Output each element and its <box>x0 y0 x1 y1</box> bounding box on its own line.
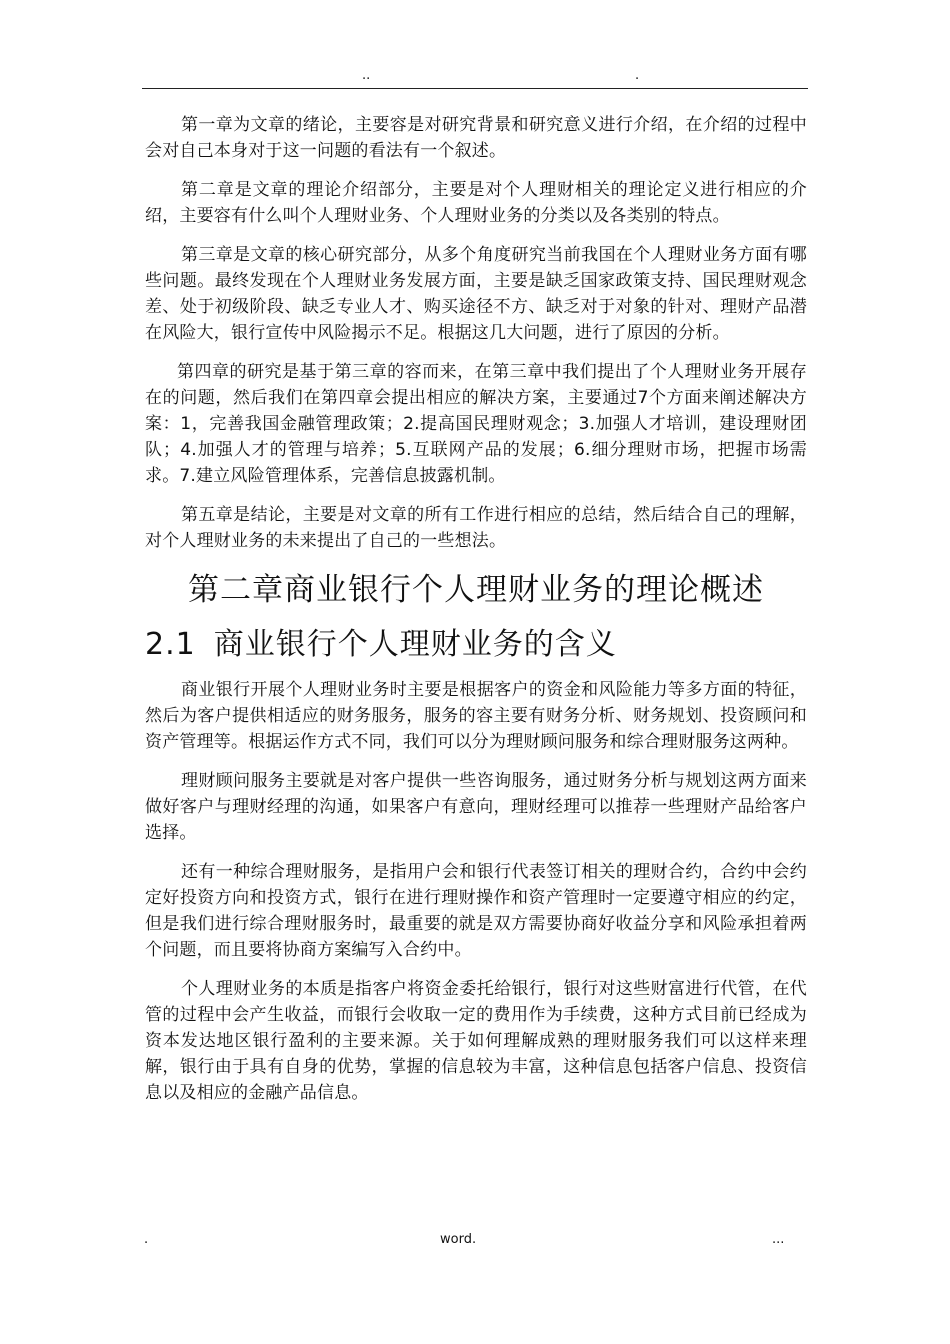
paragraph-section-4: 个人理财业务的本质是指客户将资金委托给银行，银行对这些财富进行代管，在代管的过程中会产生收益，而银行会收取一定的费用作为手续费，这种方式目前已经成为资本发达地区银行盈利的主要来源。关于如何理解成熟的理财服务我们可以这样来理解，银行由于具有自身的优势，掌握的信息较为丰富，这种信息包括客户信息、投资信息以及相应的金融产品信息。 <box>145 979 807 1103</box>
page-footer <box>142 1230 808 1254</box>
page-header <box>142 62 808 89</box>
header-left-mark: .. <box>362 68 371 83</box>
page-body <box>145 112 807 1119</box>
paragraph-section-1: 商业银行开展个人理财业务时主要是根据客户的资金和风险能力等多方面的特征，然后为客户提供相适应的财务服务，服务的容主要有财务分析、财务规划、投资顾问和资产管理等。根据运作方式不同，我们可以分为理财顾问服务和综合理财服务这两种。 <box>145 680 807 752</box>
paragraph-section-3: 还有一种综合理财服务，是指用户会和银行代表签订相关的理财合约，合约中会约定好投资方向和投资方式，银行在进行理财操作和资产管理时一定要遵守相应的约定，但是我们进行综合理财服务时，最重要的就是双方需要协商好收益分享和风险承担着两个问题，而且要将协商方案编写入合约中。 <box>145 862 807 960</box>
paragraph-chapter4-summary: 第四章的研究是基于第三章的容而来，在第三章中我们提出了个人理财业务开展存在的问题，然后我们在第四章会提出相应的解决方案，主要通过7个方面来阐述解决方案：1，完善我国金融管理政策；2.提高国民理财观念；3.加强人才培训，建设理财团队；4.加强人才的管理与培养；5.互联网产品的发展；6.细分理财市场，把握市场需求。7.建立风险管理体系，完善信息披露机制。 <box>145 362 807 486</box>
paragraph-chapter2-summary: 第二章是文章的理论介绍部分，主要是对个人理财相关的理论定义进行相应的介绍，主要容有什么叫个人理财业务、个人理财业务的分类以及各类别的特点。 <box>145 180 807 226</box>
paragraph-chapter3-summary: 第三章是文章的核心研究部分，从多个角度研究当前我国在个人理财业务方面有哪些问题。最终发现在个人理财业务发展方面，主要是缺乏国家政策支持、国民理财观念差、处于初级阶段、缺乏专业人才、购买途径不方、缺乏对于对象的针对、理财产品潜在风险大，银行宣传中风险揭示不足。根据这几大问题，进行了原因的分析。 <box>145 245 807 343</box>
paragraph-section-2: 理财顾问服务主要就是对客户提供一些咨询服务，通过财务分析与规划这两方面来做好客户与理财经理的沟通，如果客户有意向，理财经理可以推荐一些理财产品给客户选择。 <box>145 771 807 843</box>
footer-left-mark: . <box>144 1232 149 1247</box>
section-heading <box>145 621 807 669</box>
chapter-title: 第二章商业银行个人理财业务的理论概述 <box>188 572 764 608</box>
section-title: 商业银行个人理财业务的含义 <box>213 627 617 662</box>
footer-right-mark: ... <box>772 1232 785 1247</box>
footer-center-text: word. <box>440 1232 477 1247</box>
section-number: 2.1 <box>145 627 196 662</box>
header-right-mark: . <box>635 68 640 83</box>
paragraph-chapter5-summary: 第五章是结论，主要是对文章的所有工作进行相应的总结，然后结合自己的理解，对个人理财业务的未来提出了自己的一些想法。 <box>145 505 807 551</box>
paragraph-chapter1-summary: 第一章为文章的绪论，主要容是对研究背景和研究意义进行介绍，在介绍的过程中会对自己本身对于这一问题的看法有一个叙述。 <box>145 115 807 161</box>
